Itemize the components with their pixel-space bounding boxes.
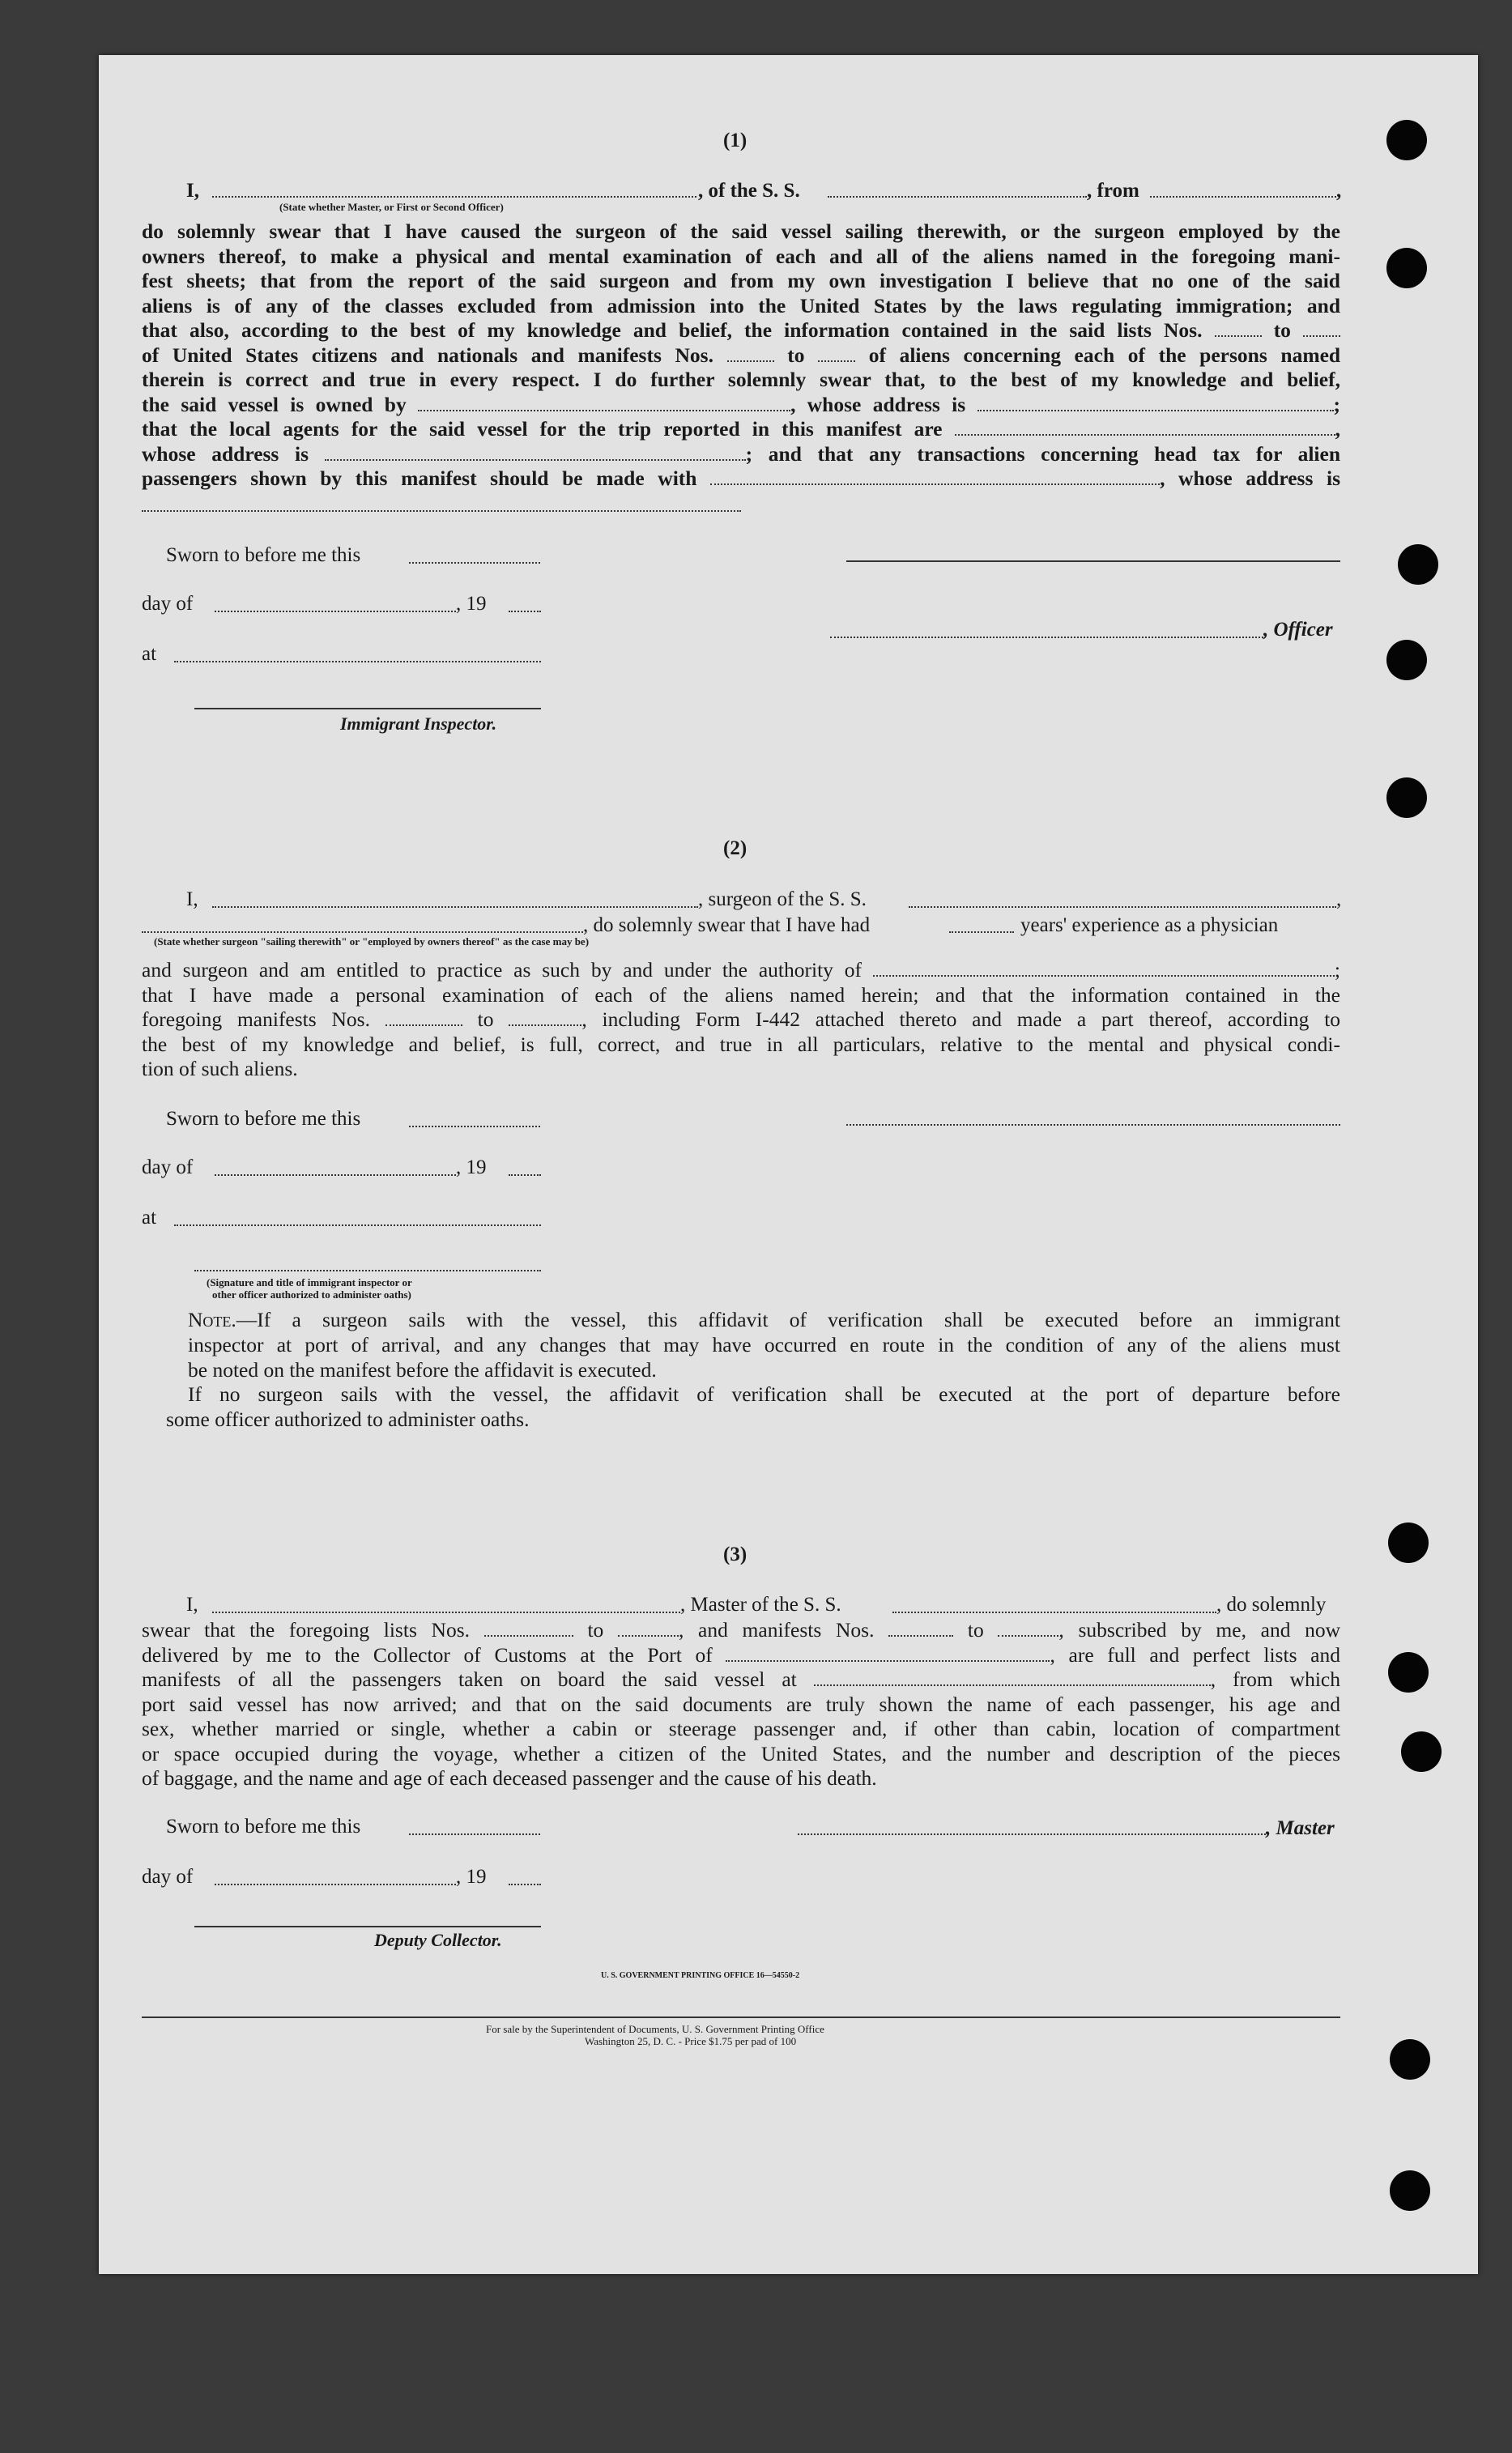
- s3-line: manifests of all the passengers taken on board the said vessel at , from which: [142, 1667, 1340, 1691]
- s1-line: do solemnly swear that I have caused the surgeon of the said vessel sailing therewith, or the surgeon employed by the: [142, 219, 1340, 243]
- footer-rule: [142, 2016, 1340, 2018]
- s1-day-field[interactable]: [215, 611, 456, 612]
- s1-year-field[interactable]: [509, 611, 541, 612]
- s1-comma: ,: [1336, 180, 1342, 202]
- punch-hole: [1401, 1731, 1442, 1772]
- section-3-body: [142, 1618, 1340, 1791]
- s2-years: years' experience as a physician: [1020, 914, 1279, 936]
- s2-year-field[interactable]: [509, 1174, 541, 1176]
- s2-note2-line: some officer authorized to administer oaths.: [166, 1407, 530, 1431]
- s2-signature-line[interactable]: [846, 1124, 1340, 1126]
- s3-day-field[interactable]: [215, 1884, 456, 1885]
- s1-i: I,: [186, 180, 199, 202]
- s2-surgeon-of: , surgeon of the S. S.: [698, 888, 867, 910]
- s2-inspector-signature-line[interactable]: [194, 1270, 541, 1271]
- s2-note-line: Note.—If a surgeon sails with the vessel, this affidavit of verification shall be executed before an immigrant: [188, 1308, 1340, 1331]
- s2-hint: (State whether surgeon "sailing therewith" or "employed by owners thereof" as the case may be): [154, 935, 590, 948]
- s2-note2-line: If no surgeon sails with the vessel, the affidavit of verification shall be executed at the port of departure before: [188, 1382, 1340, 1406]
- section-2-body: [142, 958, 1340, 1082]
- s2-line: tion of such aliens.: [142, 1057, 298, 1080]
- s1-line: the said vessel is owned by , whose address is ;: [142, 392, 1340, 416]
- s1-sworn-field[interactable]: [409, 562, 540, 564]
- s2-nineteen: , 19: [456, 1156, 487, 1178]
- section-2-note2-cont: [166, 1407, 1340, 1433]
- sale-notice-2: Washington 25, D. C. - Price $1.75 per pad of 100: [585, 2035, 797, 2047]
- punch-hole: [1386, 120, 1427, 160]
- s1-from: , from: [1087, 180, 1139, 202]
- s3-line: port said vessel has now arrived; and that on the said documents are truly shown the name of each passenger, his age and: [142, 1692, 1340, 1716]
- s2-sworn-field[interactable]: [409, 1126, 540, 1127]
- section-1-number: (1): [723, 130, 747, 151]
- s3-nineteen: , 19: [456, 1866, 487, 1888]
- s3-sworn: Sworn to before me this: [166, 1816, 361, 1838]
- gpo-imprint: U. S. GOVERNMENT PRINTING OFFICE 16—54550-2: [601, 1971, 800, 1980]
- s3-line: sex, whether married or single, whether a cabin or steerage passenger and, if other than cabin, location of compartment: [142, 1717, 1340, 1740]
- s2-ship-field[interactable]: [909, 906, 1336, 908]
- s3-line: delivered by me to the Collector of Customs at the Port of , are full and perfect lists and: [142, 1642, 1340, 1667]
- s2-years-field[interactable]: [949, 931, 1014, 933]
- section-2-note2: [188, 1382, 1340, 1407]
- punch-hole: [1388, 1652, 1429, 1693]
- s1-officer-hint: (State whether Master, or First or Second Officer): [279, 201, 504, 213]
- s2-day-field[interactable]: [215, 1174, 456, 1176]
- s3-master-of: , Master of the S. S.: [680, 1594, 841, 1616]
- s1-officer-field[interactable]: [212, 196, 696, 198]
- punch-hole: [1386, 640, 1427, 680]
- punch-hole: [1390, 2170, 1430, 2211]
- s1-nineteen: , 19: [456, 593, 487, 615]
- s3-master-signature-line[interactable]: [798, 1833, 1266, 1835]
- s2-at: at: [142, 1207, 157, 1229]
- s2-i: I,: [186, 888, 198, 910]
- s2-do-swear: , do solemnly swear that I have had: [583, 914, 871, 936]
- s1-inspector-label: Immigrant Inspector.: [340, 713, 497, 734]
- section-1-body: [142, 219, 1340, 492]
- s3-sworn-field[interactable]: [409, 1833, 540, 1835]
- s1-at-field[interactable]: [174, 661, 541, 662]
- s2-sig-hint-1: (Signature and title of immigrant inspector or: [207, 1276, 412, 1288]
- s2-line: and surgeon and am entitled to practice as such by and under the authority of ;: [142, 958, 1340, 982]
- s1-line: therein is correct and true in every respect. I do further solemnly swear that, to the best of my knowledge and belief,: [142, 368, 1340, 391]
- s1-line: that the local agents for the said vessel for the trip reported in this manifest are ,: [142, 417, 1340, 441]
- s1-ship-field[interactable]: [828, 196, 1087, 198]
- s1-officer-label: , Officer: [1263, 619, 1333, 641]
- s1-at: at: [142, 643, 157, 665]
- s1-of-ss: , of the S. S.: [698, 180, 800, 202]
- s1-address-field[interactable]: [142, 510, 741, 512]
- punch-hole: [1386, 777, 1427, 818]
- s1-inspector-signature-line[interactable]: [194, 708, 541, 709]
- section-3-number: (3): [723, 1544, 747, 1565]
- s2-at-field[interactable]: [174, 1224, 541, 1226]
- s3-do-solemnly: , do solemnly: [1216, 1594, 1327, 1616]
- s1-line: whose address is ; and that any transactions concerning head tax for alien: [142, 441, 1340, 466]
- section-2-note: [188, 1308, 1340, 1333]
- s1-sworn: Sworn to before me this: [166, 544, 361, 566]
- punch-hole: [1390, 2039, 1430, 2080]
- s3-line: of baggage, and the name and age of each deceased passenger and the cause of his death.: [142, 1766, 877, 1790]
- s2-note-line: be noted on the manifest before the affidavit is executed.: [188, 1357, 657, 1382]
- s1-line: of United States citizens and nationals and manifests Nos. to of aliens concerning each of the persons named: [142, 343, 1340, 367]
- s1-line: aliens is of any of the classes excluded from admission into the United States by the laws regulating immigration; and: [142, 293, 1340, 317]
- s2-line: that I have made a personal examination of each of the aliens named herein; and that the information contained in the: [142, 982, 1340, 1007]
- s3-year-field[interactable]: [509, 1884, 541, 1885]
- s3-line: or space occupied during the voyage, whether a citizen of the United States, and the number and description of the pieces: [142, 1741, 1340, 1765]
- s1-line: passengers shown by this manifest should be made with , whose address is: [142, 466, 1340, 490]
- punch-hole: [1398, 544, 1438, 585]
- s2-line: foregoing manifests Nos. to , including Form I-442 attached thereto and made a part thereof, according to: [142, 1007, 1340, 1031]
- punch-hole: [1388, 1522, 1429, 1563]
- s1-line: owners thereof, to make a physical and mental examination of each and all of the aliens named in the foregoing mani-: [142, 244, 1340, 268]
- s1-officer-field-2[interactable]: [830, 637, 1263, 638]
- s2-line: the best of my knowledge and belief, is full, correct, and true in all particulars, relative to the mental and physical condi-: [142, 1032, 1340, 1056]
- s3-line: swear that the foregoing lists Nos. to , and manifests Nos. to , subscribed by me, and now: [142, 1618, 1340, 1642]
- s3-name-field[interactable]: [212, 1612, 680, 1613]
- punch-hole: [1386, 248, 1427, 288]
- s2-sworn: Sworn to before me this: [166, 1108, 361, 1130]
- note-label: Note.: [188, 1308, 236, 1331]
- s1-officer-signature-line[interactable]: [846, 560, 1340, 562]
- section-2-number: (2): [723, 837, 747, 859]
- s1-line: fest sheets; that from the report of the said surgeon and from my own investigation I believe that no one of the said: [142, 269, 1340, 292]
- s1-line: that also, according to the best of my knowledge and belief, the information contained in the said lists Nos. to: [142, 318, 1340, 343]
- s3-deputy-label: Deputy Collector.: [374, 1930, 502, 1950]
- s1-from-field[interactable]: [1150, 196, 1336, 198]
- s2-sailing-field[interactable]: [142, 931, 583, 933]
- s2-surgeon-field[interactable]: [212, 906, 698, 908]
- s3-i: I,: [186, 1594, 198, 1616]
- sale-notice-1: For sale by the Superintendent of Documents, U. S. Government Printing Office: [486, 2023, 824, 2035]
- s1-day-of: day of: [142, 593, 194, 615]
- s3-master-label: , Master: [1266, 1817, 1335, 1839]
- s2-note-line: inspector at port of arrival, and any changes that may have occurred en route in the condition of any of the aliens must: [188, 1333, 1340, 1356]
- s2-sig-hint-2: other officer authorized to administer oaths): [212, 1288, 411, 1301]
- s3-day-of: day of: [142, 1866, 194, 1888]
- s3-ship-field[interactable]: [892, 1612, 1216, 1613]
- s2-day-of: day of: [142, 1156, 194, 1178]
- section-2-note-cont: [188, 1333, 1340, 1382]
- s2-comma: ,: [1336, 888, 1342, 910]
